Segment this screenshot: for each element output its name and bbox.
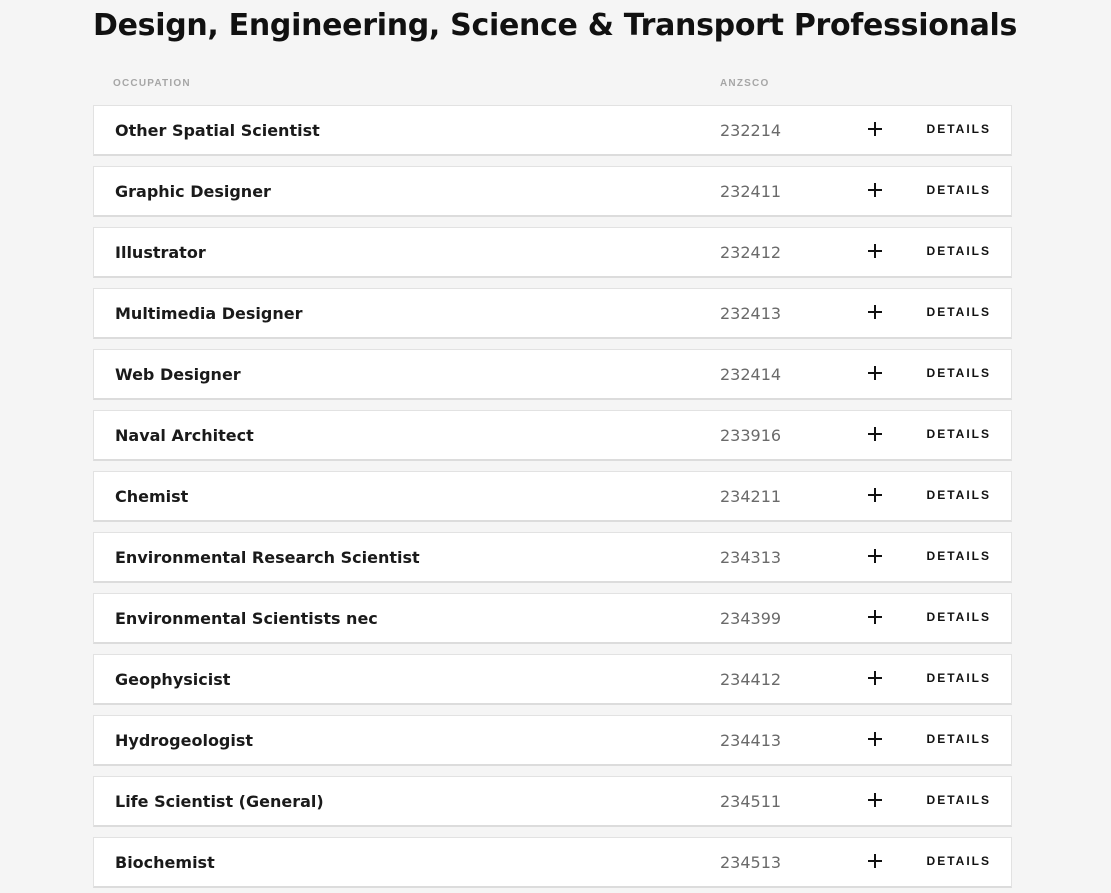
details-button[interactable]: DETAILS <box>926 427 991 441</box>
details-button[interactable]: DETAILS <box>926 793 991 807</box>
plus-icon[interactable] <box>868 366 882 380</box>
plus-icon[interactable] <box>868 122 882 136</box>
anzsco-code: 232412 <box>720 243 782 262</box>
table-row[interactable] <box>93 654 1012 705</box>
details-button[interactable]: DETAILS <box>926 610 991 624</box>
table-row[interactable] <box>93 837 1012 888</box>
table-row[interactable] <box>93 593 1012 644</box>
plus-icon[interactable] <box>868 671 882 685</box>
anzsco-code: 234313 <box>720 548 782 567</box>
table-row[interactable] <box>93 166 1012 217</box>
occupation-name: Naval Architect <box>115 426 254 445</box>
plus-icon[interactable] <box>868 305 882 319</box>
occupation-name: Illustrator <box>115 243 206 262</box>
details-button[interactable]: DETAILS <box>926 366 991 380</box>
anzsco-code: 232411 <box>720 182 782 201</box>
plus-icon[interactable] <box>868 732 882 746</box>
plus-icon[interactable] <box>868 427 882 441</box>
details-button[interactable]: DETAILS <box>926 854 991 868</box>
table-row[interactable] <box>93 776 1012 827</box>
details-button[interactable]: DETAILS <box>926 549 991 563</box>
column-header-anzsco: ANZSCO <box>720 78 770 89</box>
page-title: Design, Engineering, Science & Transport Professionals <box>93 8 1018 43</box>
table-row[interactable] <box>93 288 1012 339</box>
occupation-name: Other Spatial Scientist <box>115 121 320 140</box>
details-button[interactable]: DETAILS <box>926 488 991 502</box>
table-row[interactable] <box>93 227 1012 278</box>
column-header-occupation: OCCUPATION <box>113 78 191 89</box>
occupation-name: Hydrogeologist <box>115 731 254 750</box>
plus-icon[interactable] <box>868 610 882 624</box>
table-row[interactable] <box>93 105 1012 156</box>
table-row[interactable] <box>93 532 1012 583</box>
occupation-name: Multimedia Designer <box>115 304 303 323</box>
anzsco-code: 233916 <box>720 426 782 445</box>
occupation-list <box>93 105 1012 893</box>
plus-icon[interactable] <box>868 549 882 563</box>
anzsco-code: 234511 <box>720 792 782 811</box>
occupation-name: Environmental Scientists nec <box>115 609 378 628</box>
details-button[interactable]: DETAILS <box>926 732 991 746</box>
plus-icon[interactable] <box>868 244 882 258</box>
anzsco-code: 232214 <box>720 121 782 140</box>
table-row[interactable] <box>93 410 1012 461</box>
table-row[interactable] <box>93 471 1012 522</box>
occupation-name: Biochemist <box>115 853 215 872</box>
anzsco-code: 234399 <box>720 609 782 628</box>
anzsco-code: 232414 <box>720 365 782 384</box>
occupation-name: Life Scientist (General) <box>115 792 324 811</box>
details-button[interactable]: DETAILS <box>926 244 991 258</box>
anzsco-code: 234211 <box>720 487 782 506</box>
plus-icon[interactable] <box>868 854 882 868</box>
occupation-name: Geophysicist <box>115 670 231 689</box>
plus-icon[interactable] <box>868 793 882 807</box>
anzsco-code: 232413 <box>720 304 782 323</box>
details-button[interactable]: DETAILS <box>926 122 991 136</box>
details-button[interactable]: DETAILS <box>926 671 991 685</box>
table-row[interactable] <box>93 349 1012 400</box>
plus-icon[interactable] <box>868 183 882 197</box>
anzsco-code: 234513 <box>720 853 782 872</box>
occupation-name: Web Designer <box>115 365 241 384</box>
details-button[interactable]: DETAILS <box>926 183 991 197</box>
occupation-name: Graphic Designer <box>115 182 271 201</box>
plus-icon[interactable] <box>868 488 882 502</box>
anzsco-code: 234412 <box>720 670 782 689</box>
occupation-name: Chemist <box>115 487 189 506</box>
occupation-name: Environmental Research Scientist <box>115 548 420 567</box>
table-row[interactable] <box>93 715 1012 766</box>
details-button[interactable]: DETAILS <box>926 305 991 319</box>
anzsco-code: 234413 <box>720 731 782 750</box>
